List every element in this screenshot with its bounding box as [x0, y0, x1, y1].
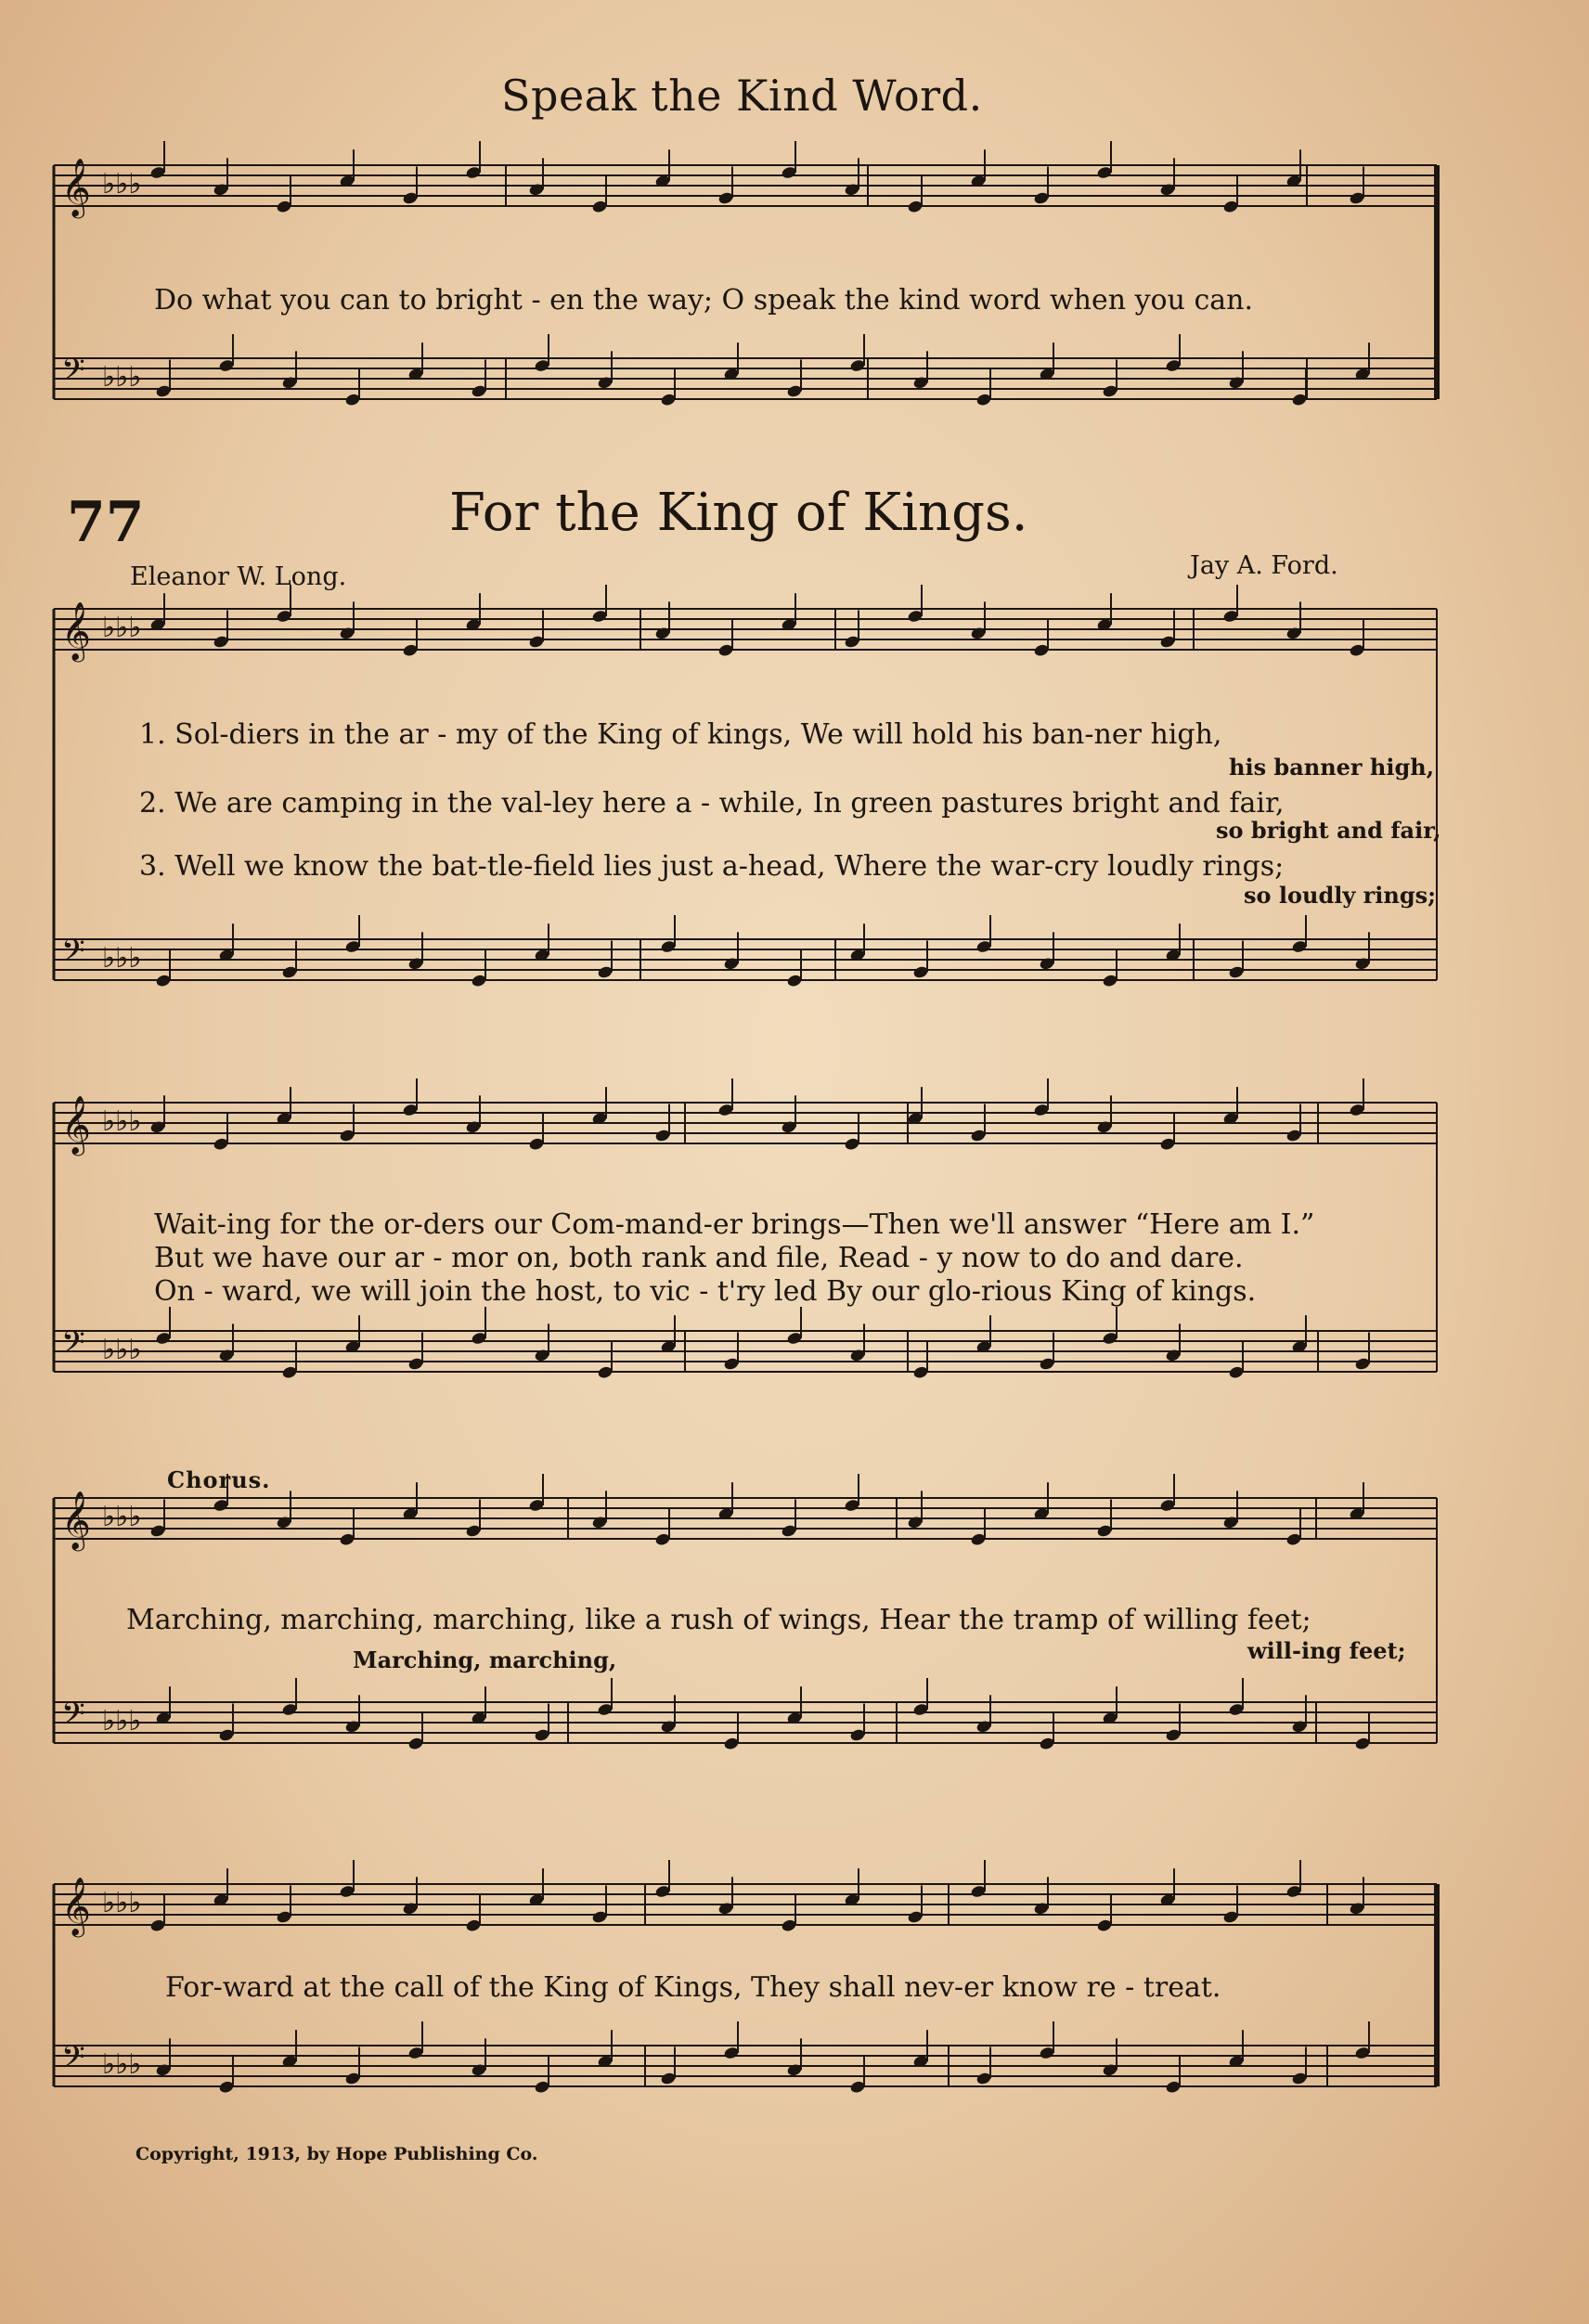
chorus-echo-marching: Marching, marching,	[353, 1646, 617, 1673]
hymn-title-for-the-king-of-kings: For the King of Kings.	[449, 483, 1028, 543]
verse1-line1: 1. Sol-diers in the ar - my of the King of kings, We will hold his ban-ner high,	[139, 718, 1222, 751]
key-signature-flats: ♭♭♭	[102, 1334, 142, 1366]
key-signature-flats: ♭♭♭	[102, 1105, 142, 1138]
copyright-notice: Copyright, 1913, by Hope Publishing Co.	[136, 2144, 538, 2164]
bass-clef-icon: 𝄢	[61, 1697, 85, 1739]
verse2-echo: so bright and fair,	[1216, 817, 1441, 844]
chorus-line1: Marching, marching, marching, like a rush of wings, Hear the tramp of willing feet;	[126, 1604, 1311, 1636]
hymn1-lyrics: Do what you can to bright - en the way; O speak the kind word when you can.	[154, 284, 1253, 316]
chorus-label: Chorus.	[167, 1466, 271, 1493]
bass-clef-icon: 𝄢	[61, 1325, 85, 1368]
lyricist-credit: Eleanor W. Long.	[130, 562, 347, 591]
treble-clef-icon: 𝄞	[61, 1095, 91, 1154]
key-signature-flats: ♭♭♭	[102, 1501, 142, 1533]
verse2-line2: But we have our ar - mor on, both rank and file, Read - y now to do and dare.	[154, 1242, 1244, 1274]
key-signature-flats: ♭♭♭	[102, 942, 142, 975]
treble-clef-icon: 𝄞	[61, 1491, 91, 1549]
key-signature-flats: ♭♭♭	[102, 361, 142, 394]
key-signature-flats: ♭♭♭	[102, 612, 142, 644]
bass-clef-icon: 𝄢	[61, 934, 85, 976]
verse3-line2: On - ward, we will join the host, to vic - t'ry led By our glo-rious King of kings.	[154, 1275, 1257, 1308]
verse1-echo: his banner high,	[1229, 754, 1435, 781]
verse3-echo: so loudly rings;	[1244, 882, 1437, 909]
treble-clef-icon: 𝄞	[61, 1877, 91, 1935]
key-signature-flats: ♭♭♭	[102, 2048, 142, 2081]
hymn-title-speak-the-kind-word: Speak the Kind Word.	[501, 71, 983, 121]
key-signature-flats: ♭♭♭	[102, 168, 142, 200]
bass-clef-icon: 𝄢	[61, 2040, 85, 2083]
key-signature-flats: ♭♭♭	[102, 1705, 142, 1737]
verse1-line2: Wait-ing for the or-ders our Com-mand-er brings—Then we'll answer “Here am I.”	[154, 1208, 1315, 1241]
treble-clef-icon: 𝄞	[61, 601, 91, 660]
bass-clef-icon: 𝄢	[61, 353, 85, 395]
hymn-number: 77	[67, 490, 145, 555]
key-signature-flats: ♭♭♭	[102, 1887, 142, 1919]
composer-credit: Jay A. Ford.	[1190, 551, 1338, 580]
treble-clef-icon: 𝄞	[61, 158, 91, 216]
verse2-line1: 2. We are camping in the val-ley here a - while, In green pastures bright and fair,	[139, 787, 1285, 820]
chorus-line2: For-ward at the call of the King of Kings, They shall nev-er know re - treat.	[165, 1971, 1221, 2004]
chorus-echo-willing-feet: will-ing feet;	[1247, 1637, 1406, 1664]
verse3-line1: 3. Well we know the bat-tle-field lies just a-head, Where the war-cry loudly rings;	[139, 850, 1285, 883]
